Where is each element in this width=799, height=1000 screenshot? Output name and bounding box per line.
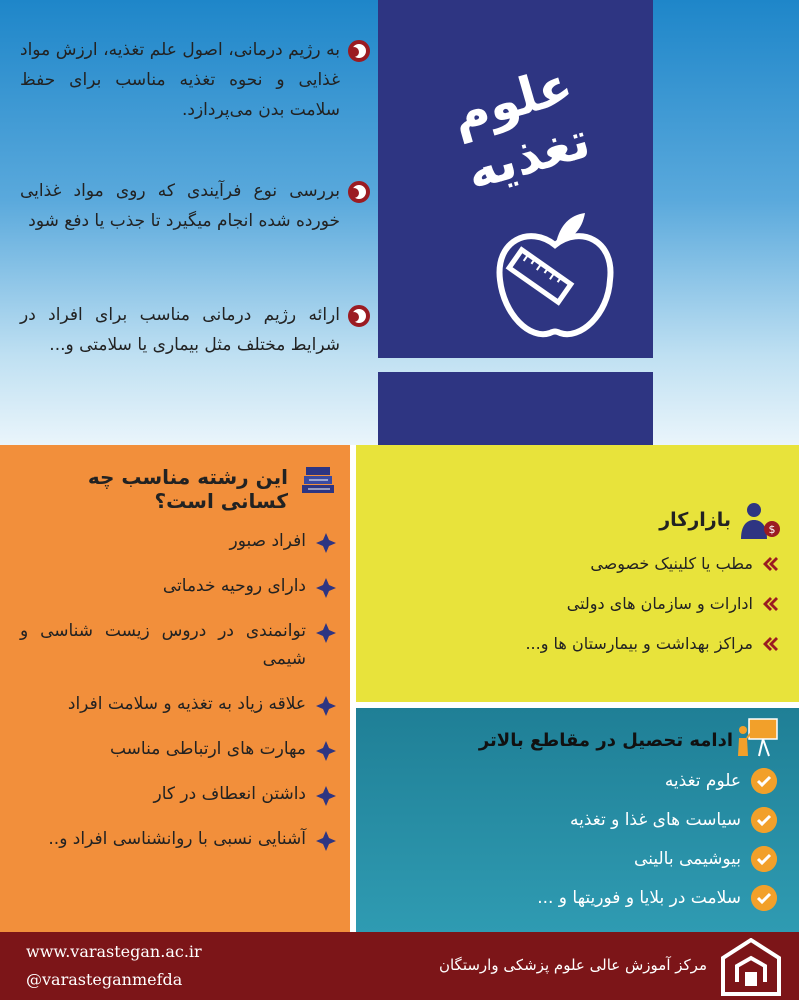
check-circle-icon: [751, 768, 777, 794]
list-item-text: بیوشیمی بالینی: [634, 849, 741, 869]
job-market-heading-text: بازارکار: [659, 509, 731, 531]
list-item-text: علاقه زیاد به تغذیه و سلامت افراد: [67, 694, 306, 714]
list-item: [20, 690, 336, 718]
list-item: [20, 527, 336, 555]
page-title: علوم تغذیه: [445, 55, 597, 201]
check-circle-icon: [751, 807, 777, 833]
diamond-bullet-icon: [316, 786, 336, 806]
website-link[interactable]: www.varastegan.ac.ir: [26, 942, 202, 961]
diamond-bullet-icon: [316, 578, 336, 598]
list-item: [377, 885, 777, 911]
apple-tape-icon: [490, 205, 620, 345]
footer: [0, 932, 799, 1000]
list-item: [377, 768, 777, 794]
suitable-heading: [16, 465, 336, 513]
suitable-section: [0, 445, 350, 932]
job-market-list: [379, 553, 779, 673]
bullet-ring-icon: [348, 305, 370, 327]
higher-education-section: [356, 708, 799, 932]
intro-item: [20, 300, 370, 360]
intro-text: به رژیم درمانی، اصول علم تغذیه، ارزش مواد غذایی و نحوه تغذیه مناسب برای حفظ سلامت بدن می‌پردازد.: [20, 40, 340, 120]
list-item-text: مهارت های ارتباطی مناسب: [109, 739, 306, 759]
suitable-list: [20, 527, 336, 870]
diamond-bullet-icon: [316, 533, 336, 553]
organization-name: مرکز آموزش عالی علوم پزشکی وارستگان: [438, 956, 707, 974]
list-item-text: آشنایی نسبی با روانشناسی افراد و..: [48, 829, 306, 849]
list-item: [20, 825, 336, 853]
list-item-text: ادارات و سازمان های دولتی: [566, 594, 753, 613]
diamond-bullet-icon: [316, 831, 336, 851]
double-chevron-icon: [761, 555, 779, 573]
diamond-bullet-icon: [316, 741, 336, 761]
list-item-text: سلامت در بلایا و فوریتها و ...: [537, 888, 741, 908]
list-item: [377, 846, 777, 872]
list-item-text: داشتن انعطاف در کار: [153, 784, 306, 804]
bullet-ring-icon: [348, 181, 370, 203]
list-item: [20, 617, 336, 673]
check-circle-icon: [751, 885, 777, 911]
list-item-text: علوم تغذیه: [664, 771, 741, 791]
double-chevron-icon: [761, 635, 779, 653]
job-market-section: [356, 445, 799, 702]
list-item: [379, 633, 779, 655]
bullet-ring-icon: [348, 40, 370, 62]
list-item: [20, 572, 336, 600]
higher-education-heading: [479, 730, 779, 751]
list-item-text: مراکز بهداشت و بیمارستان ها و...: [525, 634, 753, 653]
list-item-text: دارای روحیه خدماتی: [162, 576, 306, 596]
institution-logo-icon: [721, 938, 781, 996]
intro-item: [20, 176, 370, 236]
list-item: [377, 807, 777, 833]
list-item-text: توانمندی در دروس زیست شناسی و شیمی: [20, 621, 306, 669]
list-item-text: مطب یا کلینیک خصوصی: [590, 554, 753, 573]
job-market-heading: [659, 509, 781, 531]
list-item: [379, 593, 779, 615]
list-item-text: سیاست های غذا و تغذیه: [569, 810, 741, 830]
check-circle-icon: [751, 846, 777, 872]
diamond-bullet-icon: [316, 623, 336, 643]
double-chevron-icon: [761, 595, 779, 613]
svg-text:$: $: [768, 523, 776, 536]
intro-item: [20, 35, 370, 125]
list-item-text: افراد صبور: [229, 531, 306, 551]
diamond-bullet-icon: [316, 696, 336, 716]
list-item: [379, 553, 779, 575]
social-handle[interactable]: @varasteganmefda: [26, 970, 183, 989]
list-item: [20, 735, 336, 763]
intro-text: ارائه رژیم درمانی مناسب برای افراد در شرایط مختلف مثل بیماری یا سلامتی و...: [20, 305, 340, 355]
intro-text: بررسی نوع فرآیندی که روی مواد غذایی خورده شده انجام میگیرد تا جذب یا دفع شود: [20, 181, 340, 231]
suitable-heading-text: این رشته مناسب چه کسانی است؟: [87, 465, 288, 513]
list-item: [20, 780, 336, 808]
higher-education-list: [377, 768, 777, 924]
higher-education-heading-text: ادامه تحصیل در مقاطع بالاتر: [478, 730, 733, 751]
